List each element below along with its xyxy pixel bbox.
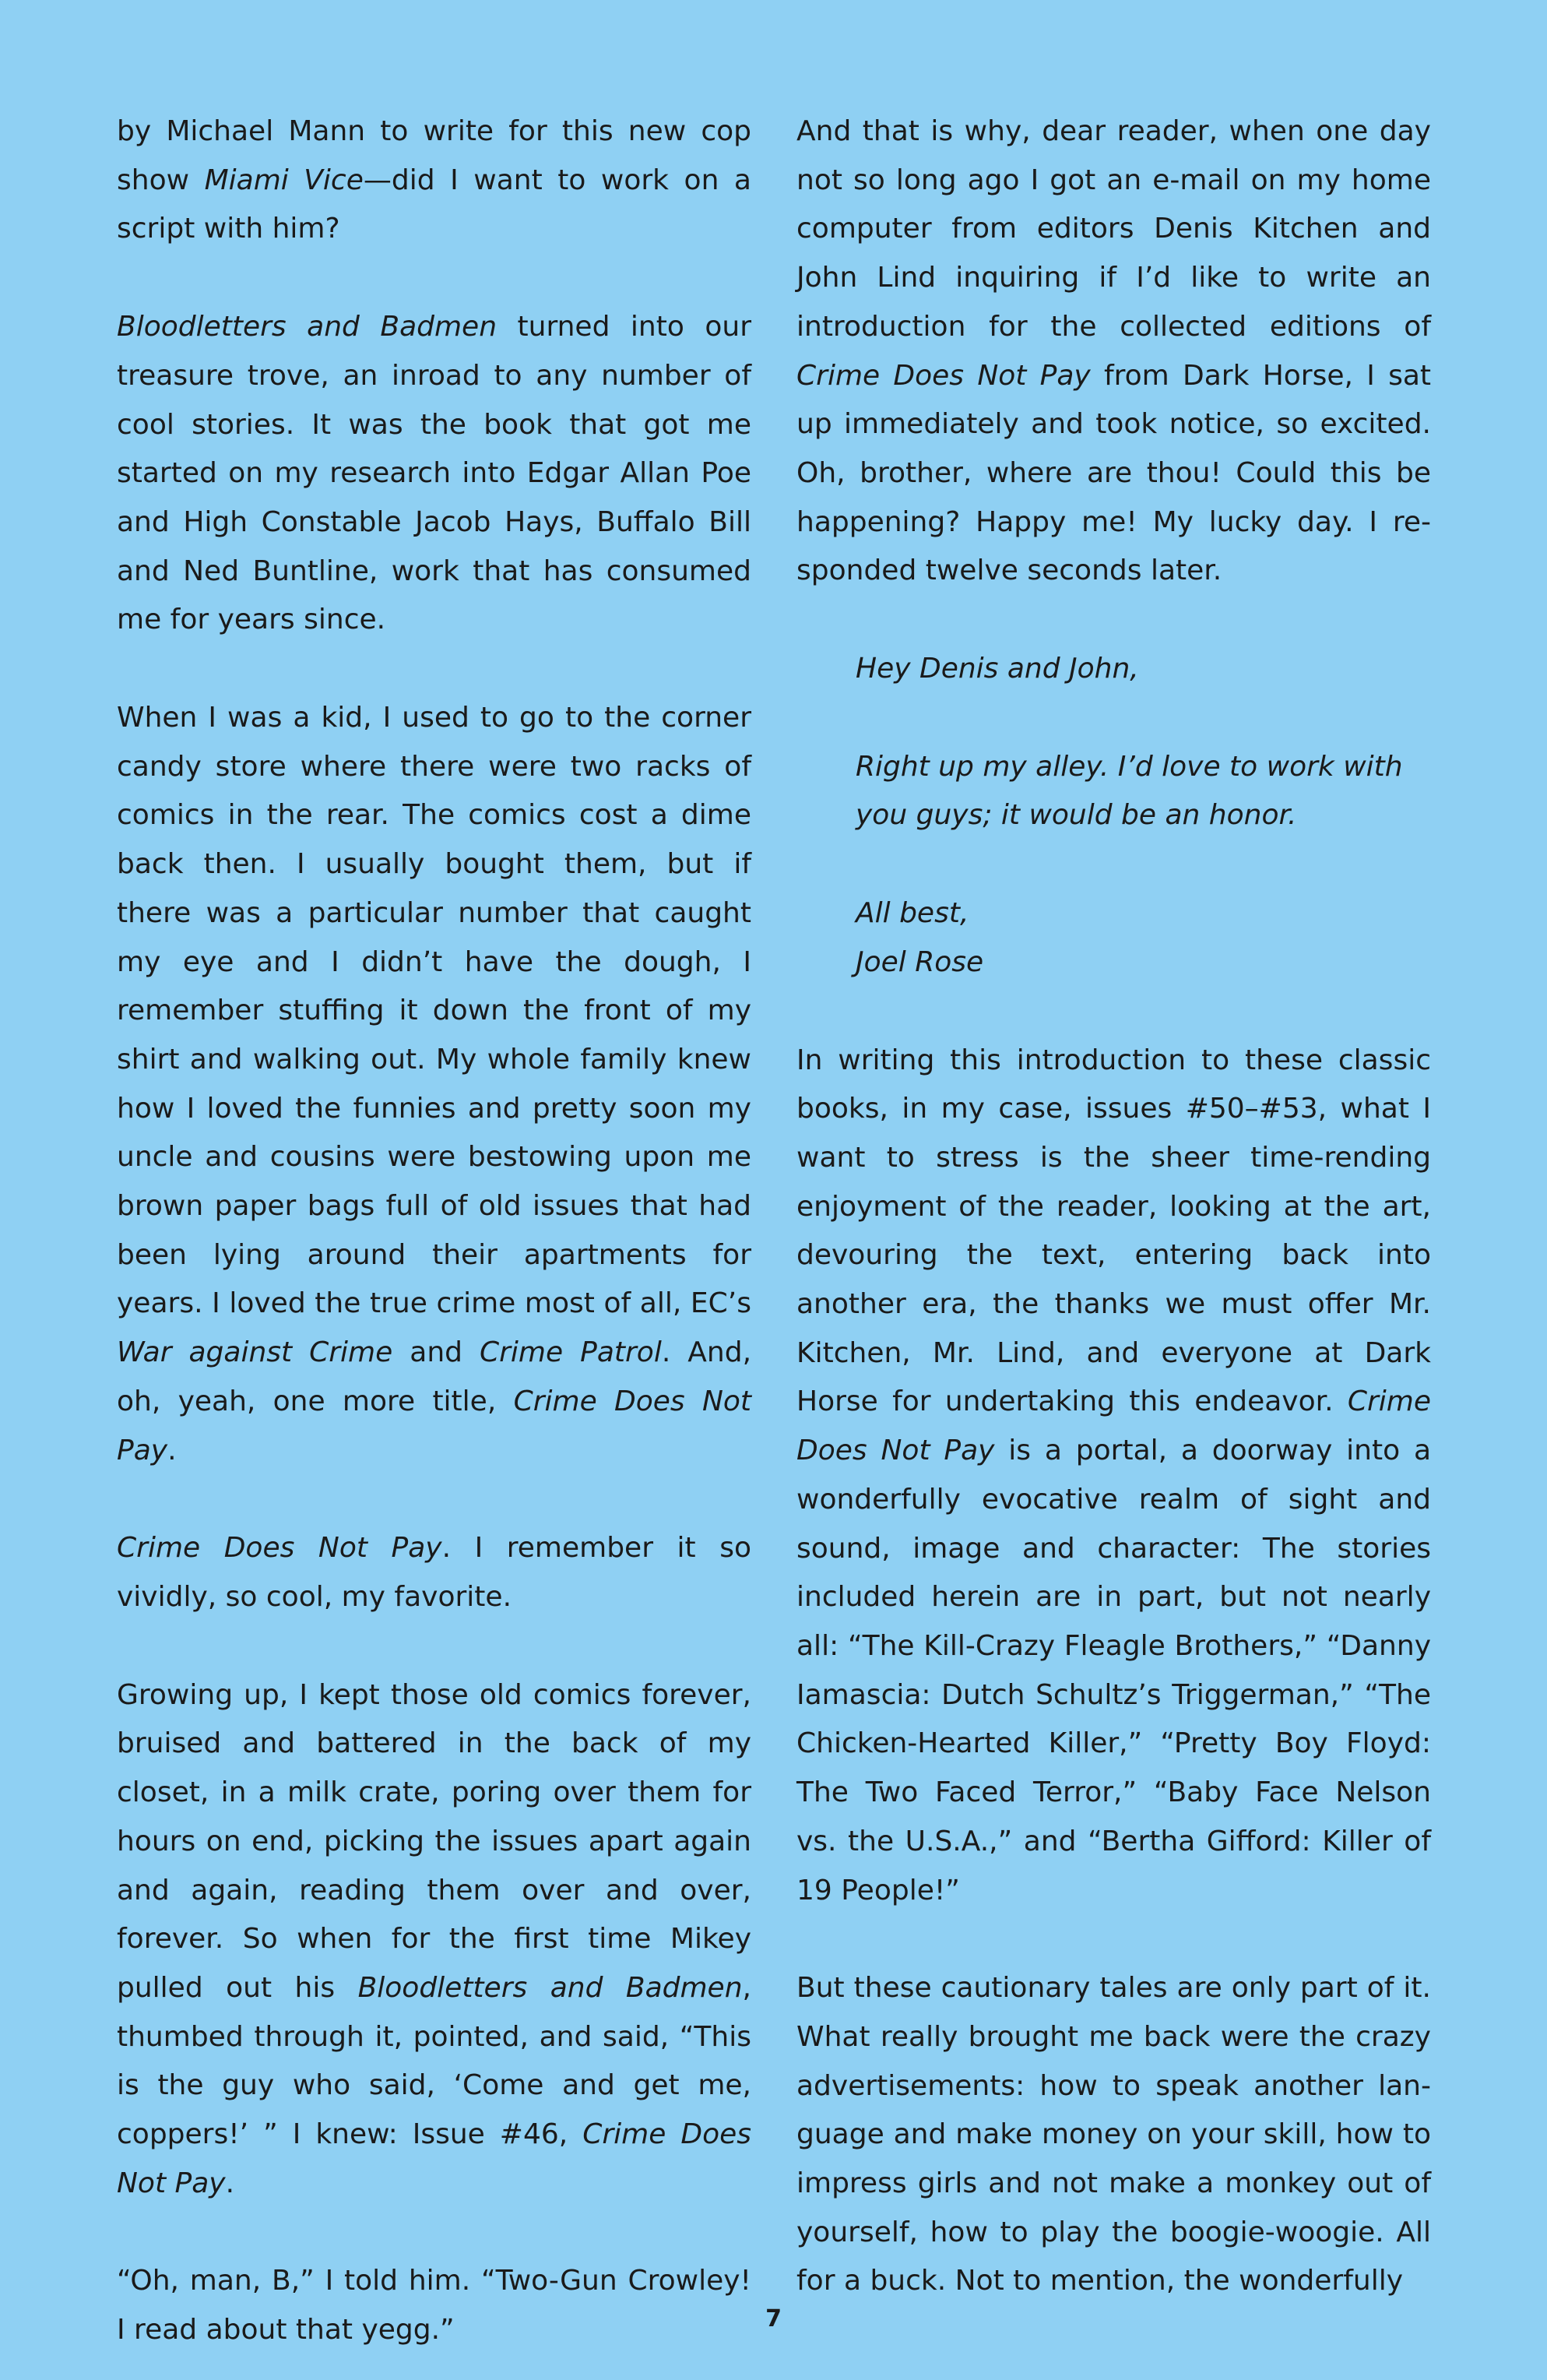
paragraph — [117, 694, 751, 1475]
text-run: . I remember it so vividly, so cool, my favorite. — [117, 1532, 752, 1613]
text-run: When I was a kid, I used to go to the corner candy store where there were two racks of comics in the rear. The comics cost a dime back then. I usually bought them, but if there was a particular number that caught my eye and I didn’t have the dough, I remember stuffing it down the front of my shirt and walking out. My whole family knew how I loved the funnies and pretty soon my uncle and cousins were bestowing upon me brown paper bags full of old issues that had been lying around their apartments for years. I loved the true crime most of all, EC’s — [117, 702, 751, 1320]
text-run: . And, oh, yeah, one more title, — [117, 1336, 752, 1417]
paragraph — [796, 1037, 1431, 1916]
text-run: turned into our treasure trove, an inroad to any number of cool stories. It was the book that got me started on my research into Edgar Allan Poe and High Constable Jacob Hays, Buffalo Bill and Ned Buntline, work that has consumed me for years since. — [117, 311, 751, 636]
paragraph — [117, 303, 751, 645]
letter-body: Right up my alley. I’d love to work with you guys; it would be an honor. — [856, 750, 1403, 832]
text-run: . — [167, 1434, 177, 1466]
italic-title: Crime Does Not Pay — [117, 1532, 442, 1565]
text-run: by Michael Mann to write for this new cop show — [117, 115, 751, 196]
italic-title: Crime Does Not Pay — [117, 2118, 751, 2199]
text-run: —did I want to work on a script with him? — [117, 164, 751, 245]
text-run: , thumbed through it, pointed, and said, “This is the guy who said, ‘Come and get me, coppers!’ ” I knew: Issue #46, — [117, 1971, 751, 2151]
right-column — [796, 107, 1431, 2306]
text-run: “Oh, man, B,” I told him. “Two-Gun Crowley! I read about that yegg.” — [117, 2265, 751, 2347]
text-run: and — [392, 1336, 480, 1369]
text-run: Growing up, I kept those old comics forever, bruised and battered in the back of my closet, in a milk crate, poring over them for hours on end, picking the issues apart again and again, reading them over and over, forever. So when for the first time Mikey pulled out his — [117, 1678, 751, 2004]
paragraph — [117, 1671, 751, 2209]
text-run: But these cautionary tales are only part of it. What really brought me back were the crazy advertisements: how to speak another lan-guage and make money on your skill, how to impress girls and not make a monkey out of yourself, how to play the boogie-woogie. All for a buck. Not to mention, the wonderfully — [796, 1972, 1431, 2297]
text-run: And that is why, dear reader, when one day not so long ago I got an e-mail on my home computer from editors Denis Kitchen and John Lind inquiring if I’d like to write an introduction for the collected editions of — [796, 115, 1431, 343]
text-run: In writing this introduction to these classic books, in my case, issues #50–#53, what I want to stress is the sheer time-rending enjoyment of the reader, looking at the art, devouring the text, entering back into another era, the thanks we must offer Mr. Kitchen, Mr. Lind, and everyone at Dark Horse for undertaking this endeavor. — [796, 1044, 1431, 1418]
left-column — [117, 107, 751, 2355]
text-run: is a portal, a doorway into a wonderfully evocative realm of sight and sound, image and character: The stories included herein are in part, but not nearly all: “The Kill-Crazy Fleagle Brothers,” “Danny Iamascia: Dutch Schultz’s Triggerman,” “The Chicken-Hearted Killer,” “Pretty Boy Floyd: The Two Faced Terror,” “Baby Face Nelson vs. the U.S.A.,” and “Bertha Gifford: Killer of 19 People!” — [796, 1435, 1432, 1906]
italic-title: Crime Does Not Pay — [796, 1385, 1431, 1467]
italic-title: Crime Patrol — [479, 1336, 662, 1369]
page-number: 7 — [765, 2305, 782, 2332]
italic-title: Bloodletters and Badmen — [357, 1971, 743, 2004]
italic-title: Bloodletters and Badmen — [117, 311, 498, 343]
italic-title: Miami Vice — [204, 164, 364, 196]
paragraph — [117, 1524, 751, 1621]
letter-salutation: Hey Denis and John, — [856, 653, 1139, 685]
italic-title: Crime Does Not Pay — [117, 1385, 752, 1466]
italic-title: War against Crime — [117, 1336, 393, 1369]
paragraph — [117, 107, 751, 254]
paragraph — [796, 1964, 1431, 2306]
paragraph — [796, 107, 1431, 596]
text-run: from Dark Horse, I sat up immediately and took notice, so excited. Oh, brother, where are thou! Could this be happening? Happy me! My lucky day. I re-sponded twelve seconds later. — [796, 359, 1431, 587]
letter-signature: Joel Rose — [856, 945, 984, 978]
text-run: . — [225, 2167, 235, 2199]
letter-closing: All best, — [856, 897, 969, 930]
italic-title: Crime Does Not Pay — [796, 359, 1091, 392]
